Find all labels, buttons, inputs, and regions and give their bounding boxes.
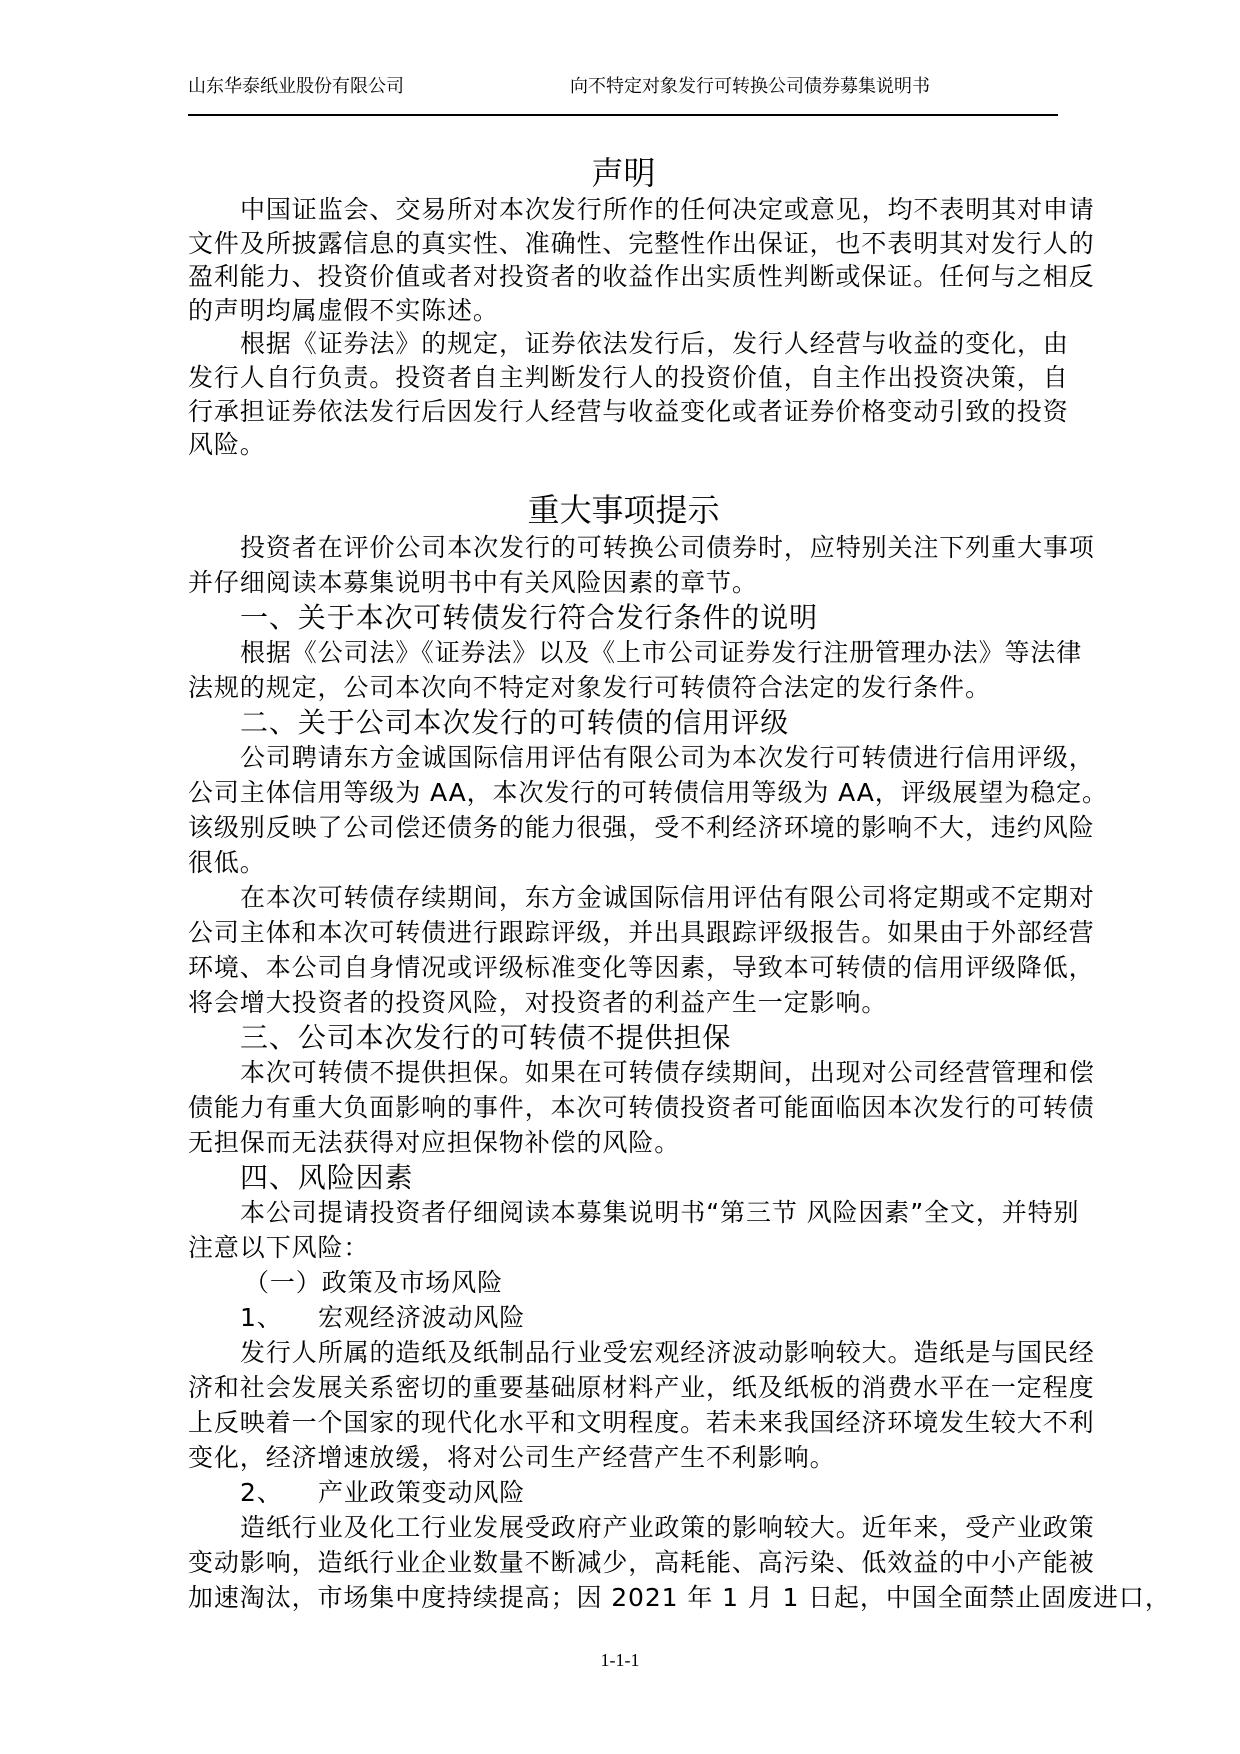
subsection-heading: 一、关于本次可转债发行符合发行条件的说明 — [240, 600, 819, 634]
paragraph-line: 行承担证券依法发行后因发行人经营与收益变化或者证券价格变动引致的投资 — [188, 396, 1069, 426]
paragraph-line: 加速淘汰，市场集中度持续提高；因 2021 年 1 月 1 日起，中国全面禁止固废进口， — [188, 1582, 1171, 1612]
subsection-heading: 二、关于公司本次发行的可转债的信用评级 — [240, 705, 790, 739]
paragraph-line: 公司主体和本次可转债进行跟踪评级，并出具跟踪评级报告。如果由于外部经营 — [188, 917, 1095, 947]
paragraph-line: 上反映着一个国家的现代化水平和文明程度。若未来我国经济环境发生较大不利 — [188, 1407, 1095, 1437]
item-number: 1、 — [240, 1302, 283, 1332]
subsection-heading: 三、公司本次发行的可转债不提供担保 — [240, 1020, 732, 1054]
major-matters-section — [188, 530, 1171, 1615]
header-company-name: 山东华泰纸业股份有限公司 — [188, 76, 404, 97]
paragraph-line: 的声明均属虚假不实陈述。 — [188, 295, 499, 325]
paragraph-line: 盈利能力、投资价值或者对投资者的收益作出实质性判断或保证。任何与之相反 — [188, 262, 1095, 292]
numbered-heading — [188, 1475, 1068, 1510]
paragraph-line: 变化，经济增速放缓，将对公司生产经营产生不利影响。 — [188, 1442, 836, 1472]
paragraph-line: 济和社会发展关系密切的重要基础原材料产业，纸及纸板的消费水平在一定程度 — [188, 1372, 1095, 1402]
item-title: 宏观经济波动风险 — [318, 1302, 526, 1332]
paragraph-line: 本次可转债不提供担保。如果在可转债存续期间，出现对公司经营管理和偿 — [240, 1057, 1095, 1087]
paragraph-line: 并仔细阅读本募集说明书中有关风险因素的章节。 — [188, 567, 758, 597]
paragraph-line: 环境、本公司自身情况或评级标准变化等因素，导致本可转债的信用评级降低， — [188, 952, 1095, 982]
paragraph-line: 造纸行业及化工行业发展受政府产业政策的影响较大。近年来，受产业政策 — [240, 1512, 1095, 1542]
numbered-heading — [188, 1300, 1068, 1335]
paragraph-line: 在本次可转债存续期间，东方金诚国际信用评估有限公司将定期或不定期对 — [240, 882, 1095, 912]
category-heading: （一）政策及市场风险 — [244, 1267, 504, 1297]
section-title-statement: 声明 — [591, 154, 656, 192]
paragraph-line: 债能力有重大负面影响的事件，本次可转债投资者可能面临因本次发行的可转债 — [188, 1092, 1095, 1122]
paragraph-line: 中国证监会、交易所对本次发行所作的任何决定或意见，均不表明其对申请 — [240, 195, 1095, 224]
paragraph-line: 投资者在评价公司本次发行的可转换公司债券时，应特别关注下列重大事项 — [240, 532, 1095, 562]
item-number: 2、 — [240, 1477, 283, 1507]
paragraph-line: 法规的规定，公司本次向不特定对象发行可转债符合法定的发行条件。 — [188, 672, 991, 702]
paragraph-line: 根据《证券法》的规定，证券依法发行后，发行人经营与收益的变化，由 — [240, 329, 1069, 359]
paragraph-line: 变动影响，造纸行业企业数量不断减少，高耗能、高污染、低效益的中小产能被 — [188, 1547, 1095, 1577]
paragraph-line: 公司聘请东方金诚国际信用评估有限公司为本次发行可转债进行信用评级， — [240, 742, 1095, 772]
header-document-title: 向不特定对象发行可转换公司债券募集说明书 — [570, 76, 930, 97]
paragraph-line: 发行人自行负责。投资者自主判断发行人的投资价值，自主作出投资决策，自 — [188, 362, 1069, 392]
paragraph-line: 无担保而无法获得对应担保物补偿的风险。 — [188, 1127, 681, 1157]
paragraph-line: 注意以下风险： — [188, 1232, 370, 1262]
header-divider — [188, 114, 1058, 116]
paragraph-line: 公司主体信用等级为 AA，本次发行的可转债信用等级为 AA，评级展望为稳定。 — [188, 777, 1108, 807]
paragraph-line: 根据《公司法》《证券法》以及《上市公司证券发行注册管理办法》等法律 — [240, 637, 1083, 667]
paragraph-line: 发行人所属的造纸及纸制品行业受宏观经济波动影响较大。造纸是与国民经 — [240, 1337, 1095, 1367]
paragraph-line: 本公司提请投资者仔细阅读本募集说明书“第三节 风险因素”全文，并特别 — [240, 1197, 1080, 1227]
item-title: 产业政策变动风险 — [318, 1477, 526, 1507]
paragraph-line: 该级别反映了公司偿还债务的能力很强，受不利经济环境的影响不大，违约风险 — [188, 812, 1095, 842]
statement-section — [188, 193, 1095, 462]
paragraph-line: 将会增大投资者的投资风险，对投资者的利益产生一定影响。 — [188, 987, 888, 1017]
document-body — [188, 153, 1171, 1615]
section-title-major-matters: 重大事项提示 — [527, 490, 720, 529]
paragraph-line: 文件及所披露信息的真实性、准确性、完整性作出保证，也不表明其对发行人的 — [188, 228, 1095, 258]
page-number: 1-1-1 — [600, 1650, 640, 1670]
subsection-heading: 四、风险因素 — [240, 1160, 414, 1194]
paragraph-line: 很低。 — [188, 847, 266, 877]
paragraph-line: 风险。 — [188, 430, 266, 460]
